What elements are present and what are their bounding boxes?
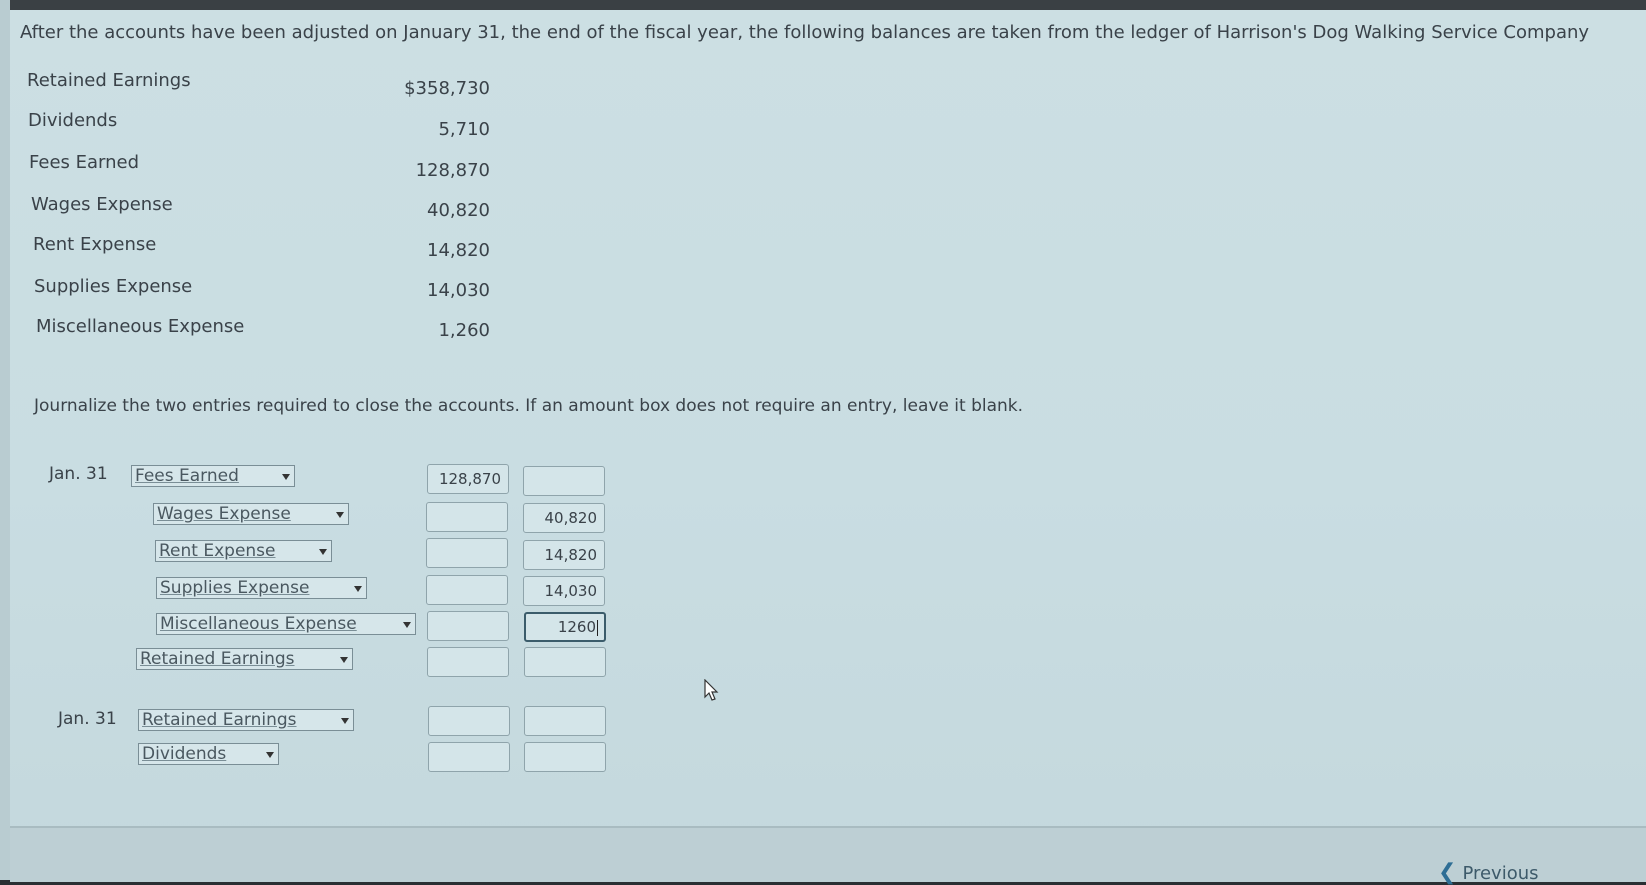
balance-label: Miscellaneous Expense [36,316,245,337]
account-select[interactable] [138,709,354,731]
balance-amount: 128,870 [415,160,490,181]
credit-input[interactable]: 40,820 [523,503,605,533]
account-select-value: Dividends [142,744,227,764]
credit-input[interactable] [524,647,606,677]
credit-input-focused[interactable] [524,612,606,642]
text-caret [597,620,598,636]
account-select[interactable] [153,503,349,525]
account-select[interactable] [156,577,367,599]
account-select[interactable] [138,743,279,765]
balance-amount: 40,820 [427,200,490,221]
account-select-value: Supplies Expense [160,578,310,598]
credit-input[interactable] [523,466,605,496]
chevron-down-icon [336,512,344,518]
debit-input[interactable] [427,611,509,641]
debit-input[interactable] [426,538,508,568]
balance-label: Fees Earned [29,152,140,173]
balance-label: Wages Expense [31,194,173,215]
debit-input[interactable] [428,742,510,772]
chevron-down-icon [403,622,411,628]
balance-label: Dividends [28,110,118,131]
account-select[interactable] [136,648,353,670]
left-edge [0,0,10,880]
balance-label: Supplies Expense [34,276,193,297]
credit-input[interactable]: 14,820 [523,540,605,570]
account-select[interactable] [131,465,295,487]
balance-amount: 5,710 [438,119,490,140]
account-select-value: Miscellaneous Expense [160,614,357,634]
chevron-down-icon [354,586,362,592]
entry-date: Jan. 31 [49,464,108,484]
debit-input[interactable]: 128,870 [427,464,509,494]
chevron-down-icon [341,718,349,724]
account-select-value: Fees Earned [135,466,239,486]
balance-label: Retained Earnings [27,70,191,91]
entry-date: Jan. 31 [58,709,117,729]
chevron-down-icon [266,752,274,758]
balance-amount: 14,820 [427,240,490,261]
previous-label: Previous [1462,863,1539,884]
chevron-down-icon [340,657,348,663]
account-select[interactable] [156,613,416,635]
previous-button[interactable] [1438,860,1539,885]
debit-input[interactable] [427,647,509,677]
mouse-pointer-icon [704,679,720,703]
debit-input[interactable] [426,575,508,605]
account-select-value: Rent Expense [159,541,276,561]
instructions-text: Journalize the two entries required to close the accounts. If an amount box does not require an entry, leave it blank. [34,396,1024,416]
account-select-value: Retained Earnings [140,649,295,669]
account-select[interactable] [155,540,332,562]
balance-amount: $358,730 [404,78,490,99]
footer-bar [10,826,1646,882]
problem-statement: After the accounts have been adjusted on January 31, the end of the fiscal year, the following balances are taken from the ledger of Harrison's Dog Walking Service Company [20,22,1590,43]
chevron-left-icon: ❮ [1438,860,1457,885]
balance-amount: 14,030 [427,280,490,301]
account-select-value: Wages Expense [157,504,291,524]
credit-input-value: 1260 [557,618,596,636]
chevron-down-icon [282,474,290,480]
credit-input[interactable] [524,742,606,772]
account-select-value: Retained Earnings [142,710,297,730]
balance-amount: 1,260 [438,320,490,341]
debit-input[interactable] [426,502,508,532]
chevron-down-icon [319,549,327,555]
balance-label: Rent Expense [33,234,157,255]
debit-input[interactable] [428,706,510,736]
top-bar [0,0,1646,10]
credit-input[interactable] [524,706,606,736]
credit-input[interactable]: 14,030 [523,576,605,606]
